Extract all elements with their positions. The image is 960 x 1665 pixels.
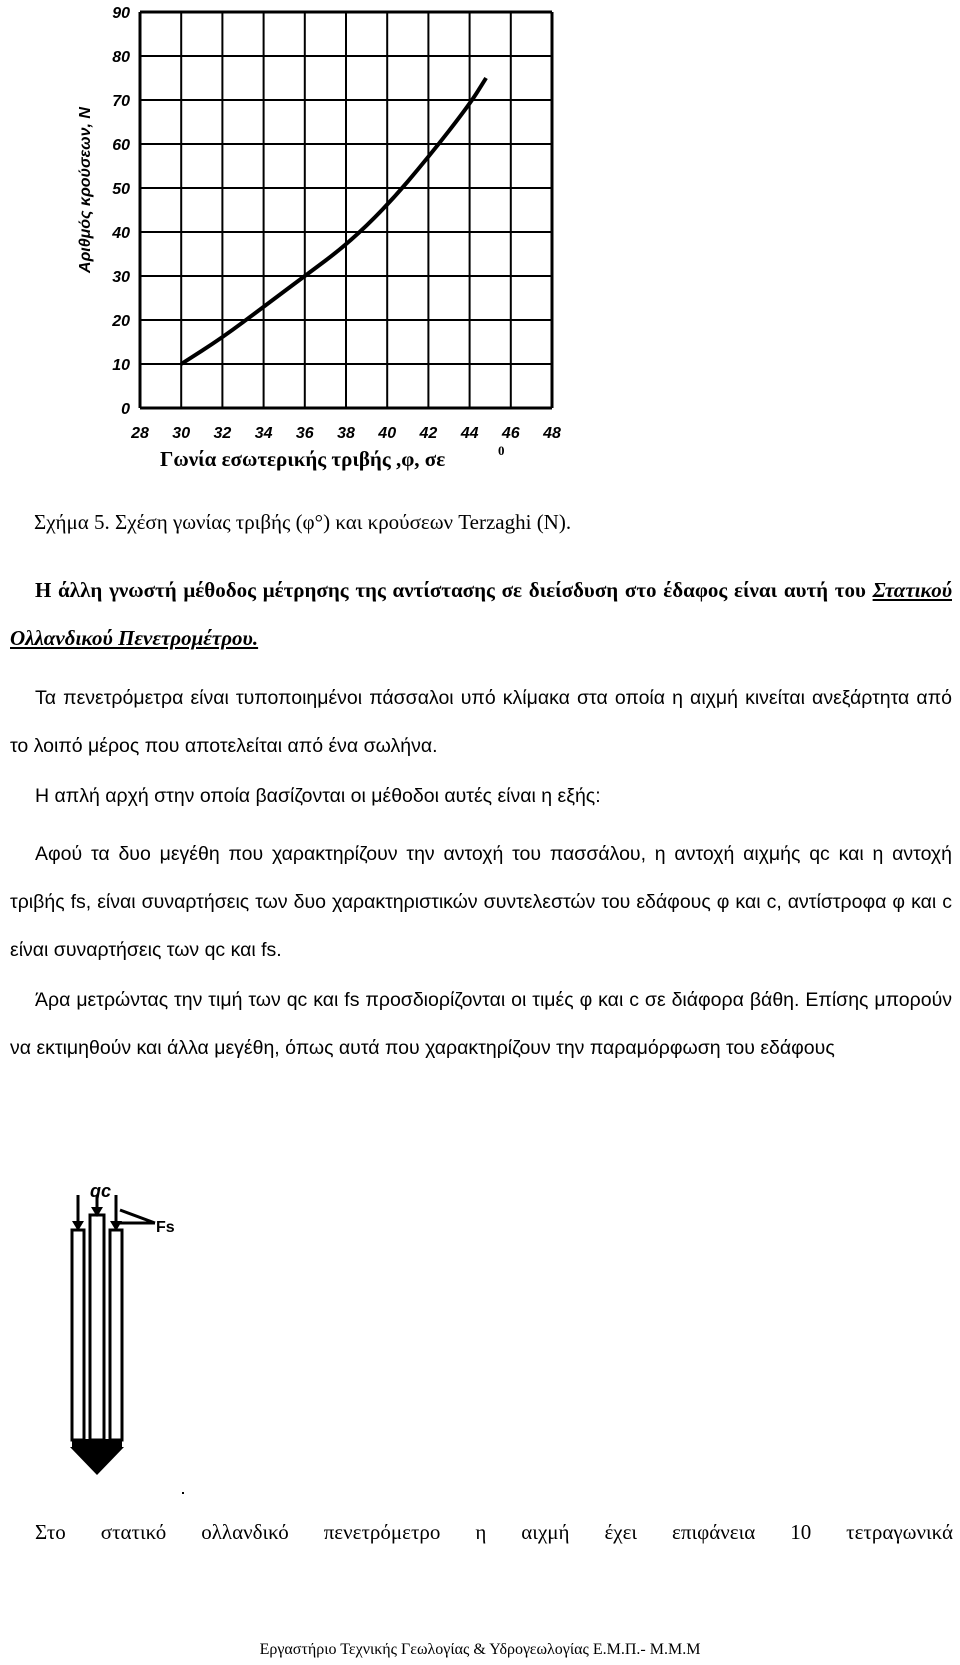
x-axis-label: Γωνία εσωτερικής τριβής ,φ, σε [160,447,446,471]
y-tick-label: 20 [112,313,130,330]
paragraph-principle: Η απλή αρχή στην οποία βασίζονται οι μέθοδοι αυτές είναι η εξής: [35,785,601,807]
stray-dot [182,1492,184,1494]
y-tick-label: 70 [112,93,130,110]
x-tick-label: 38 [337,425,355,442]
x-tick-label: 30 [172,425,191,442]
y-tick-label: 30 [112,269,130,286]
figure-caption: Σχήμα 5. Σχέση γωνίας τριβής (φ°) και κρούσεων Terzaghi (N). [34,510,572,534]
x-tick-label: 28 [131,425,149,442]
y-tick-label: 10 [112,357,130,374]
probe-outer-tube-right [110,1230,122,1440]
probe-inner-rod [90,1215,104,1440]
paragraph-penetrometer-definition: Τα πενετρόμετρα είναι τυποποιημένοι πάσσαλοι υπό κλίμακα στα οποία η αιχμή κινείται ανεξάρτητα από το λοιπό μέρος που αποτελείται από ένα σωλήνα. [10,687,952,757]
y-tick-label: 90 [112,5,130,22]
paragraph-qc-fs-relation: Αφού τα δυο μεγέθη που χαρακτηρίζουν την αντοχή του πασσάλου, η αντοχή αιχμής qc και η αντοχή τριβής fs, είναι συναρτήσεις των δυο χαρακτηριστικών συντελεστών του εδάφους φ και c, αντίστροφα φ και c είναι συναρτήσεις των qc και fs. [10,843,952,961]
penetrometer-diagram [60,1185,200,1485]
paragraph-cone-area: Στο στατικό ολλανδικό πενετρόμετρο η αιχμή έχει επιφάνεια 10 τετραγωνικά [35,1520,953,1544]
paragraph-static-penetrometer-intro [10,566,952,662]
x-tick-label: 32 [213,425,232,442]
label-fs: Fs [156,1219,175,1236]
paragraph-measurement: Άρα μετρώντας την τιμή των qc και fs προσδιορίζονται οι τιμές φ και c σε διάφορα βάθη. Επίσης μπορούν να εκτιμηθούν και άλλα μεγέθη, όπως αυτά που χαρακτηρίζουν την παραμόρφωση του εδάφους [10,989,952,1059]
chart-series-line [181,78,486,364]
x-tick-label: 44 [460,425,479,442]
y-axis-label: Αριθμός κρούσεων, Ν [77,107,94,273]
y-tick-label: 80 [112,49,130,66]
probe-outer-tube-left [72,1230,84,1440]
force-arrows [72,1195,155,1231]
probe-tip [70,1447,124,1475]
label-qc: qc [90,1185,112,1201]
x-tick-label: 40 [378,425,397,442]
x-tick-label: 46 [501,425,520,442]
x-tick-label: 42 [419,425,438,442]
y-tick-label: 60 [112,137,130,154]
y-tick-label: 40 [112,225,130,242]
x-tick-label: 36 [295,425,314,442]
y-axis-ticks [111,5,130,418]
x-tick-label: 34 [254,425,273,442]
static-penetrometer-link[interactable]: Στατικού Ολλανδικού Πενετρομέτρου. [10,578,952,650]
probe-tip-base [72,1439,122,1448]
page-footer: Εργαστήριο Τεχνικής Γεωλογίας & Υδρογεωλογίας Ε.Μ.Π.- Μ.Μ.Μ [259,1641,701,1658]
x-tick-label: 48 [543,425,561,442]
friction-angle-chart [60,0,620,480]
x-axis-ticks [130,425,561,442]
y-tick-label: 50 [112,181,130,198]
intro-text: Η άλλη γνωστή μέθοδος μέτρησης της αντίστασης σε διείσδυση στο έδαφος είναι αυτή του [35,578,866,602]
x-axis-label-superscript: 0 [498,443,505,458]
y-tick-label: 0 [121,401,130,418]
